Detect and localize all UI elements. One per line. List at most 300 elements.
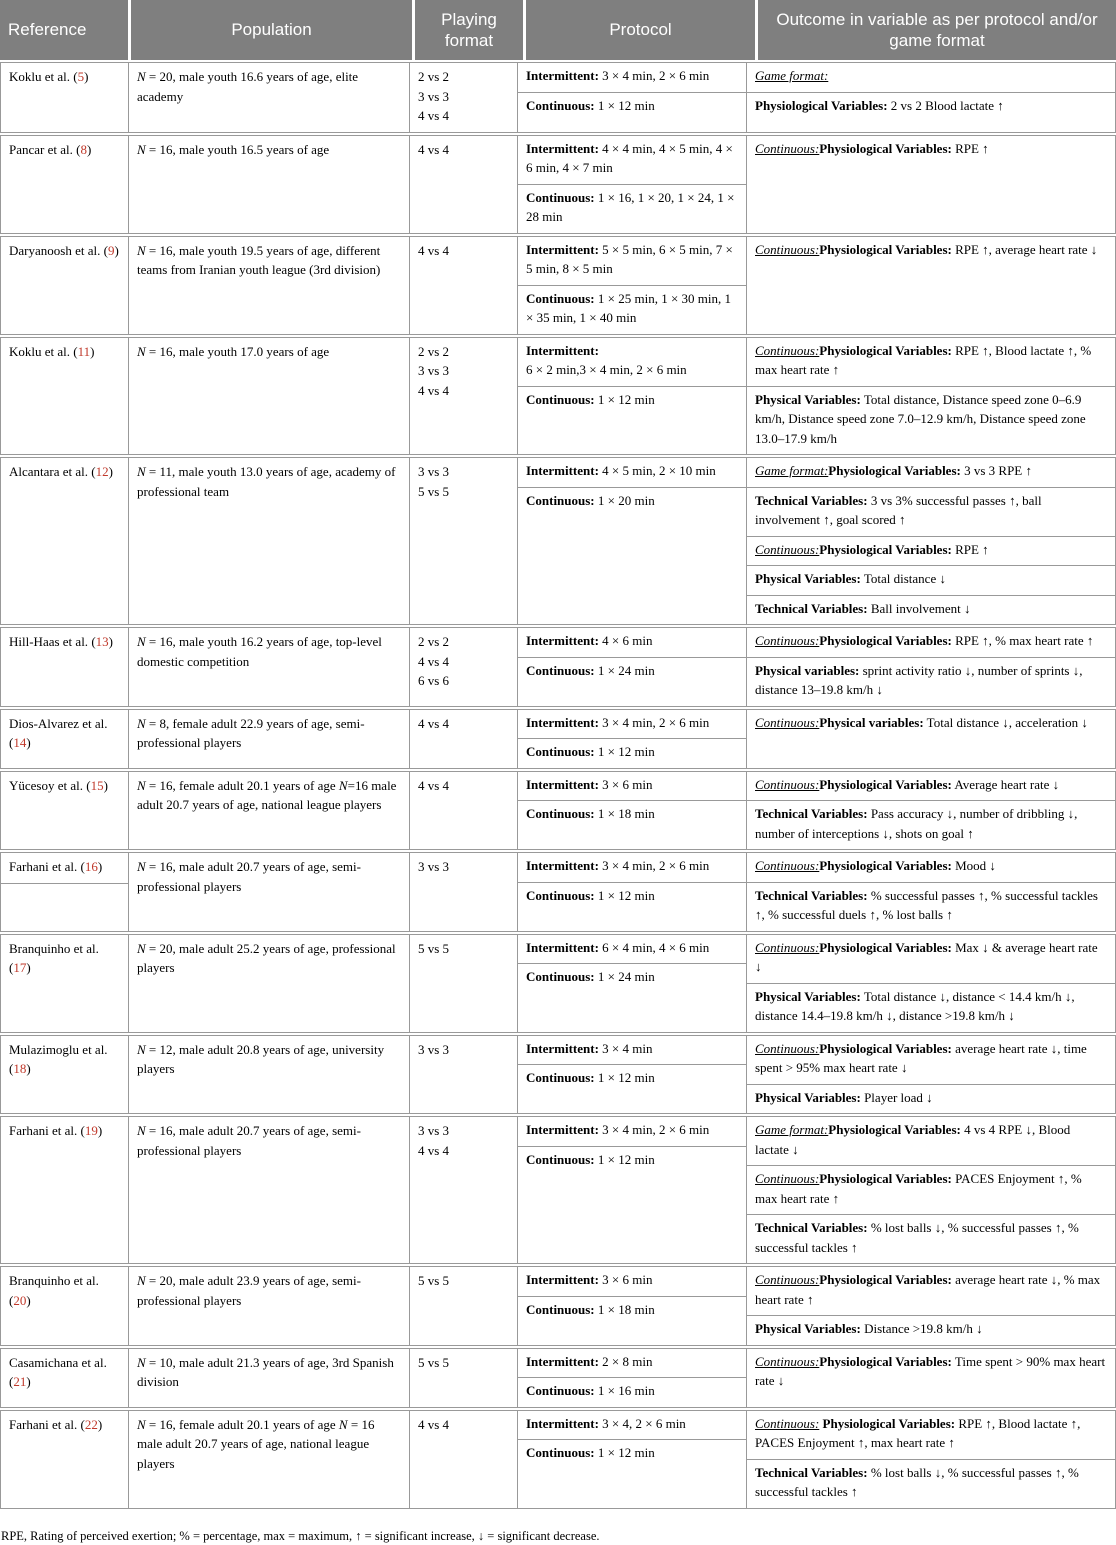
citation-number: 9 xyxy=(108,243,115,258)
playing-format-cell xyxy=(410,1411,518,1508)
variable-label: Physiological Variables: xyxy=(823,1416,956,1431)
outcome-text: Total distance, Distance speed zone 0–6.9 km/h, Distance speed zone 7.0–12.9 km/h, Distance speed zone 13.0–17.9 km/h xyxy=(755,392,1086,446)
table-footnote: RPE, Rating of perceived exertion; % = percentage, max = maximum, ↑ = significant increase, ↓ = significant decrease. xyxy=(0,1527,1116,1545)
study-row xyxy=(0,709,1116,769)
playing-format-cell xyxy=(410,710,518,768)
variable-label: Intermittent: xyxy=(526,242,599,257)
outcome-subcell xyxy=(747,772,1115,801)
outcome-subcell xyxy=(747,1315,1115,1345)
protocol-subcell xyxy=(518,800,746,830)
population-cell: N = 20, male adult 23.9 years of age, semi-professional players xyxy=(129,1267,410,1345)
protocol-text: 1 × 12 min xyxy=(595,1070,655,1085)
population-cell: N = 16, male youth 17.0 years of age xyxy=(129,338,410,455)
variable-label: Continuous: xyxy=(526,1383,595,1398)
playing-format-line: 6 vs 6 xyxy=(418,671,509,691)
protocol-text: 4 × 6 min xyxy=(599,633,653,648)
table-body xyxy=(0,62,1116,1509)
outcome-cell xyxy=(747,237,1115,334)
outcome-subcell xyxy=(747,1165,1115,1214)
outcome-text: 3 vs 3% successful passes ↑, ball involvement ↑, goal scored ↑ xyxy=(755,493,1042,528)
study-row xyxy=(0,236,1116,335)
reference-filler xyxy=(1,1085,128,1114)
population-cell: N = 12, male adult 20.8 years of age, university players xyxy=(129,1036,410,1114)
outcome-cell xyxy=(747,63,1115,132)
playing-format-line: 5 vs 5 xyxy=(418,1271,509,1291)
population-cell: N = 11, male youth 13.0 years of age, academy of professional team xyxy=(129,458,410,624)
protocol-text: 6 × 4 min, 4 × 6 min xyxy=(599,940,709,955)
variable-label: Physical variables: xyxy=(819,715,923,730)
reference-filler xyxy=(1,488,128,625)
protocol-text: 2 × 8 min xyxy=(599,1354,653,1369)
outcome-cell xyxy=(747,1349,1115,1407)
protocol-subcell xyxy=(518,386,746,416)
population-cell: N = 10, male adult 21.3 years of age, 3rd Spanish division xyxy=(129,1349,410,1407)
citation-number: 22 xyxy=(85,1417,98,1432)
protocol-subcell xyxy=(518,772,746,801)
outcome-text: average heart rate ↓, time spent > 95% max heart rate ↓ xyxy=(755,1041,1087,1076)
population-cell: N = 16, male youth 16.5 years of age xyxy=(129,136,410,233)
outcome-text: Max ↓ & average heart rate ↓ xyxy=(755,940,1098,975)
variable-label: Continuous: xyxy=(526,493,595,508)
protocol-cell xyxy=(518,772,747,850)
protocol-text: 4 × 4 min, 4 × 5 min, 4 × 6 min, 4 × 7 min xyxy=(526,141,733,176)
outcome-cell xyxy=(747,338,1115,455)
protocol-text: 1 × 20 min xyxy=(595,493,655,508)
reference-text: Koklu et al. (11) xyxy=(1,338,128,368)
variable-label: Technical Variables: xyxy=(755,1465,868,1480)
protocol-subcell xyxy=(518,853,746,882)
reference-cell xyxy=(1,1411,129,1508)
condition-label: Continuous: xyxy=(755,542,819,557)
outcome-subcell xyxy=(747,1084,1115,1114)
protocol-cell xyxy=(518,935,747,1032)
outcome-text: PACES Enjoyment ↑, % max heart rate ↑ xyxy=(755,1171,1082,1206)
protocol-subcell xyxy=(518,628,746,657)
variable-label: Technical Variables: xyxy=(755,601,868,616)
protocol-subcell xyxy=(518,184,746,233)
condition-label: Continuous: xyxy=(755,1041,819,1056)
outcome-subcell xyxy=(747,882,1115,931)
variable-label: Intermittent: xyxy=(526,1416,599,1431)
outcome-subcell xyxy=(747,536,1115,566)
variable-label: Technical Variables: xyxy=(755,1220,868,1235)
study-row xyxy=(0,627,1116,707)
variable-label: Physiological Variables: xyxy=(819,1354,952,1369)
study-row xyxy=(0,62,1116,133)
reference-filler xyxy=(1,883,128,931)
variable-label: Intermittent: xyxy=(526,633,599,648)
playing-format-line: 4 vs 4 xyxy=(418,1141,509,1161)
citation-number: 16 xyxy=(85,859,98,874)
outcome-subcell xyxy=(747,386,1115,455)
playing-format-line: 4 vs 4 xyxy=(418,106,509,126)
playing-format-line: 5 vs 5 xyxy=(418,939,509,959)
outcome-subcell xyxy=(747,1036,1115,1084)
population-cell: N = 16, male adult 20.7 years of age, semi-professional players xyxy=(129,1117,410,1263)
variable-label: Physical variables: xyxy=(755,663,859,678)
outcome-text: RPE ↑, Blood lactate ↑, % max heart rate ↑ xyxy=(755,343,1091,378)
variable-label: Continuous: xyxy=(526,1302,595,1317)
protocol-cell xyxy=(518,628,747,706)
playing-format-cell xyxy=(410,458,518,624)
citation-number: 17 xyxy=(13,960,26,975)
outcome-subcell xyxy=(747,983,1115,1032)
reference-text: Farhani et al. (16) xyxy=(1,853,128,883)
playing-format-cell xyxy=(410,1349,518,1407)
playing-format-line: 4 vs 4 xyxy=(418,381,509,401)
protocol-subcell xyxy=(518,882,746,912)
protocol-subcell xyxy=(518,1064,746,1094)
outcome-text: Ball involvement ↓ xyxy=(868,601,971,616)
variable-label: Physiological Variables: xyxy=(819,542,952,557)
outcome-subcell xyxy=(747,63,1115,92)
reference-text: Daryanoosh et al. (9) xyxy=(1,237,128,267)
citation-number: 20 xyxy=(13,1293,26,1308)
reference-text: Casamichana et al. (21) xyxy=(1,1349,128,1398)
reference-text: Alcantara et al. (12) xyxy=(1,458,128,488)
protocol-subcell xyxy=(518,1349,746,1378)
column-header-population: Population xyxy=(131,0,412,60)
variable-label: Physical Variables: xyxy=(755,571,861,586)
protocol-text: 1 × 12 min xyxy=(595,392,655,407)
variable-label: Intermittent: xyxy=(526,940,599,955)
protocol-subcell xyxy=(518,657,746,687)
variable-label: Continuous: xyxy=(526,969,595,984)
reference-filler xyxy=(1,367,128,454)
outcome-cell xyxy=(747,853,1115,931)
outcome-text: sprint activity ratio ↓, number of sprints ↓, distance 13–19.8 km/h ↓ xyxy=(755,663,1083,698)
playing-format-cell xyxy=(410,1036,518,1114)
citation-number: 12 xyxy=(96,464,109,479)
protocol-cell xyxy=(518,63,747,132)
reference-text: Pancar et al. (8) xyxy=(1,136,128,166)
protocol-cell xyxy=(518,338,747,455)
reference-text: Branquinho et al. (20) xyxy=(1,1267,128,1316)
column-header-protocol: Protocol xyxy=(526,0,755,60)
reference-text: Yücesoy et al. (15) xyxy=(1,772,128,802)
playing-format-line: 2 vs 2 xyxy=(418,632,509,652)
condition-label: Continuous: xyxy=(755,715,819,730)
protocol-cell xyxy=(518,853,747,931)
citation-number: 18 xyxy=(13,1061,26,1076)
outcome-subcell xyxy=(747,595,1115,625)
playing-format-line: 4 vs 4 xyxy=(418,652,509,672)
outcome-text: % lost balls ↓, % successful passes ↑, % successful tackles ↑ xyxy=(755,1220,1079,1255)
variable-label: Physiological Variables: xyxy=(819,777,952,792)
outcome-cell xyxy=(747,935,1115,1032)
variable-label: Technical Variables: xyxy=(755,806,868,821)
outcome-cell xyxy=(747,628,1115,706)
playing-format-line: 4 vs 4 xyxy=(418,776,509,796)
outcome-text: Mood ↓ xyxy=(952,858,996,873)
outcome-text: Time spent > 90% max heart rate ↓ xyxy=(755,1354,1105,1389)
study-row xyxy=(0,1266,1116,1346)
protocol-text: 5 × 5 min, 6 × 5 min, 7 × 5 min, 8 × 5 min xyxy=(526,242,733,277)
variable-label: Intermittent: xyxy=(526,343,599,358)
outcome-text: Average heart rate ↓ xyxy=(952,777,1059,792)
outcome-text: % lost balls ↓, % successful passes ↑, % successful tackles ↑ xyxy=(755,1465,1079,1500)
variable-label: Physiological Variables: xyxy=(828,463,961,478)
outcome-text: Distance >19.8 km/h ↓ xyxy=(861,1321,983,1336)
protocol-text: 1 × 12 min xyxy=(595,1152,655,1167)
protocol-subcell xyxy=(518,338,746,386)
variable-label: Continuous: xyxy=(526,392,595,407)
citation-number: 21 xyxy=(13,1374,26,1389)
playing-format-cell xyxy=(410,853,518,931)
protocol-text: 1 × 24 min xyxy=(595,969,655,984)
outcome-subcell xyxy=(747,565,1115,595)
study-row xyxy=(0,1116,1116,1264)
protocol-cell xyxy=(518,1036,747,1114)
variable-label: Intermittent: xyxy=(526,1122,599,1137)
condition-label: Continuous: xyxy=(755,1354,819,1369)
playing-format-cell xyxy=(410,136,518,233)
protocol-text: 1 × 25 min, 1 × 30 min, 1 × 35 min, 1 × 40 min xyxy=(526,291,731,326)
protocol-text: 3 × 4 min, 2 × 6 min xyxy=(599,715,709,730)
reference-cell xyxy=(1,628,129,706)
study-row xyxy=(0,771,1116,851)
population-cell: N = 8, female adult 22.9 years of age, semi-professional players xyxy=(129,710,410,768)
outcome-subcell xyxy=(747,1214,1115,1263)
protocol-text: 3 × 6 min xyxy=(599,1272,653,1287)
playing-format-line: 3 vs 3 xyxy=(418,1040,509,1060)
reference-cell xyxy=(1,935,129,1032)
condition-label: Continuous: xyxy=(755,1171,819,1186)
study-row xyxy=(0,1035,1116,1115)
variable-label: Physiological Variables: xyxy=(819,242,952,257)
outcome-text: 4 vs 4 RPE ↓, Blood lactate ↓ xyxy=(755,1122,1070,1157)
outcome-text: 3 vs 3 RPE ↑ xyxy=(961,463,1032,478)
variable-label: Continuous: xyxy=(526,1070,595,1085)
outcome-subcell xyxy=(747,1267,1115,1315)
reference-filler xyxy=(1,93,128,132)
protocol-cell xyxy=(518,1267,747,1345)
reference-cell xyxy=(1,63,129,132)
variable-label: Physiological Variables: xyxy=(828,1122,961,1137)
protocol-subcell xyxy=(518,237,746,285)
protocol-text: 1 × 16 min xyxy=(595,1383,655,1398)
reference-cell xyxy=(1,1267,129,1345)
population-cell: N = 16, male youth 16.2 years of age, top-level domestic competition xyxy=(129,628,410,706)
variable-label: Physiological Variables: xyxy=(819,858,952,873)
outcome-text: RPE ↑, average heart rate ↓ xyxy=(952,242,1097,257)
protocol-subcell xyxy=(518,1036,746,1065)
variable-label: Continuous: xyxy=(526,291,595,306)
playing-format-cell xyxy=(410,237,518,334)
reference-cell xyxy=(1,772,129,850)
study-row xyxy=(0,135,1116,234)
column-header-outcome: Outcome in variable as per protocol and/or game format xyxy=(758,0,1116,60)
reference-filler xyxy=(1,165,128,233)
reference-cell xyxy=(1,237,129,334)
protocol-cell xyxy=(518,1117,747,1263)
variable-label: Intermittent: xyxy=(526,68,599,83)
protocol-subcell xyxy=(518,935,746,964)
protocol-text: 6 × 2 min,3 × 4 min, 2 × 6 min xyxy=(526,362,687,377)
outcome-subcell xyxy=(747,1411,1115,1459)
reference-cell xyxy=(1,710,129,768)
reference-text: Dios-Alvarez et al. (14) xyxy=(1,710,128,759)
outcome-subcell xyxy=(747,338,1115,386)
reference-filler xyxy=(1,1398,128,1407)
population-cell: N = 16, female adult 20.1 years of age N=16 male adult 20.7 years of age, national league players xyxy=(129,772,410,850)
variable-label: Physiological Variables: xyxy=(819,1171,952,1186)
reference-filler xyxy=(1,801,128,849)
outcome-cell xyxy=(747,772,1115,850)
outcome-cell xyxy=(747,710,1115,768)
variable-label: Physical Variables: xyxy=(755,1090,861,1105)
protocol-cell xyxy=(518,136,747,233)
citation-number: 14 xyxy=(13,735,26,750)
playing-format-cell xyxy=(410,1267,518,1345)
reference-filler xyxy=(1,984,128,1032)
protocol-text: 3 × 4, 2 × 6 min xyxy=(599,1416,686,1431)
condition-label: Game format: xyxy=(755,68,828,83)
outcome-subcell xyxy=(747,1117,1115,1165)
outcome-subcell xyxy=(747,1349,1115,1397)
protocol-subcell xyxy=(518,92,746,122)
variable-label: Intermittent: xyxy=(526,1272,599,1287)
outcome-text: Total distance ↓ xyxy=(861,571,946,586)
playing-format-line: 2 vs 2 xyxy=(418,67,509,87)
protocol-text: 1 × 12 min xyxy=(595,98,655,113)
protocol-text: 3 × 4 min, 2 × 6 min xyxy=(599,68,709,83)
protocol-subcell xyxy=(518,1296,746,1326)
variable-label: Continuous: xyxy=(526,888,595,903)
variable-label: Intermittent: xyxy=(526,777,599,792)
playing-format-line: 5 vs 5 xyxy=(418,482,509,502)
variable-label: Intermittent: xyxy=(526,463,599,478)
protocol-cell xyxy=(518,710,747,768)
outcome-text: Total distance ↓, acceleration ↓ xyxy=(924,715,1088,730)
variable-label: Physiological Variables: xyxy=(819,343,952,358)
reference-filler xyxy=(1,1147,128,1264)
protocol-text: 3 × 4 min xyxy=(599,1041,653,1056)
reference-cell xyxy=(1,1349,129,1407)
outcome-subcell xyxy=(747,1459,1115,1508)
variable-label: Physiological Variables: xyxy=(819,940,952,955)
protocol-cell xyxy=(518,458,747,624)
condition-label: Game format: xyxy=(755,463,828,478)
reference-cell xyxy=(1,853,129,931)
reference-filler xyxy=(1,1440,128,1508)
protocol-subcell xyxy=(518,710,746,739)
outcome-subcell xyxy=(747,237,1115,266)
protocol-subcell xyxy=(518,1267,746,1296)
reference-cell xyxy=(1,136,129,233)
variable-label: Physiological Variables: xyxy=(819,1041,952,1056)
reference-filler xyxy=(1,759,128,768)
protocol-subcell xyxy=(518,136,746,184)
protocol-subcell xyxy=(518,458,746,487)
playing-format-line: 3 vs 3 xyxy=(418,857,509,877)
reference-cell xyxy=(1,338,129,455)
variable-label: Continuous: xyxy=(526,98,595,113)
reference-cell xyxy=(1,458,129,624)
condition-label: Continuous: xyxy=(755,777,819,792)
reference-text: Branquinho et al. (17) xyxy=(1,935,128,984)
protocol-subcell xyxy=(518,1117,746,1146)
variable-label: Intermittent: xyxy=(526,141,599,156)
outcome-text: RPE ↑ xyxy=(952,542,989,557)
outcome-subcell xyxy=(747,92,1115,122)
study-row xyxy=(0,934,1116,1033)
protocol-subcell xyxy=(518,285,746,334)
outcome-subcell xyxy=(747,487,1115,536)
outcome-cell xyxy=(747,1036,1115,1114)
outcome-text: % successful passes ↑, % successful tackles ↑, % successful duels ↑, % lost balls ↑ xyxy=(755,888,1098,923)
population-cell: N = 16, male youth 19.5 years of age, different teams from Iranian youth league (3rd division) xyxy=(129,237,410,334)
protocol-subcell xyxy=(518,487,746,517)
condition-label: Continuous: xyxy=(755,633,819,648)
condition-label: Continuous: xyxy=(755,141,819,156)
outcome-subcell xyxy=(747,628,1115,657)
variable-label: Physical Variables: xyxy=(755,989,861,1004)
variable-label: Physical Variables: xyxy=(755,1321,861,1336)
playing-format-line: 4 vs 4 xyxy=(418,241,509,261)
protocol-cell xyxy=(518,237,747,334)
protocol-subcell xyxy=(518,1377,746,1407)
outcome-text: RPE ↑, % max heart rate ↑ xyxy=(952,633,1094,648)
outcome-subcell xyxy=(747,853,1115,882)
playing-format-cell xyxy=(410,63,518,132)
outcome-cell xyxy=(747,1117,1115,1263)
playing-format-line: 3 vs 3 xyxy=(418,1121,509,1141)
protocol-text: 1 × 18 min xyxy=(595,806,655,821)
column-header-playing-format: Playing format xyxy=(415,0,523,60)
protocol-text: 1 × 12 min xyxy=(595,744,655,759)
protocol-cell xyxy=(518,1349,747,1407)
condition-label: Continuous: xyxy=(755,858,819,873)
citation-number: 13 xyxy=(96,634,109,649)
protocol-cell xyxy=(518,1411,747,1508)
variable-label: Continuous: xyxy=(526,1445,595,1460)
protocol-text: 1 × 12 min xyxy=(595,888,655,903)
playing-format-cell xyxy=(410,338,518,455)
outcome-cell xyxy=(747,1411,1115,1508)
study-row xyxy=(0,457,1116,625)
population-cell: N = 16, female adult 20.1 years of age N = 16 male adult 20.7 years of age, national league players xyxy=(129,1411,410,1508)
variable-label: Intermittent: xyxy=(526,858,599,873)
variable-label: Intermittent: xyxy=(526,715,599,730)
outcome-text: RPE ↑, Blood lactate ↑, PACES Enjoyment ↑, max heart rate ↑ xyxy=(755,1416,1080,1451)
reference-cell xyxy=(1,1117,129,1263)
study-row xyxy=(0,337,1116,456)
column-header-reference: Reference xyxy=(0,0,128,60)
citation-number: 11 xyxy=(78,344,91,359)
variable-label: Physiological Variables: xyxy=(819,633,952,648)
reference-filler xyxy=(1,658,128,706)
citation-number: 19 xyxy=(85,1123,98,1138)
outcome-text: average heart rate ↓, % max heart rate ↑ xyxy=(755,1272,1100,1307)
playing-format-cell xyxy=(410,1117,518,1263)
playing-format-line: 4 vs 4 xyxy=(418,714,509,734)
variable-label: Physiological Variables: xyxy=(819,1272,952,1287)
playing-format-line: 3 vs 3 xyxy=(418,462,509,482)
protocol-text: 1 × 18 min xyxy=(595,1302,655,1317)
citation-number: 5 xyxy=(78,69,85,84)
playing-format-cell xyxy=(410,628,518,706)
reference-text: Koklu et al. (5) xyxy=(1,63,128,93)
study-row xyxy=(0,1348,1116,1408)
citation-number: 8 xyxy=(80,142,87,157)
protocol-subcell xyxy=(518,963,746,993)
playing-format-cell xyxy=(410,772,518,850)
protocol-subcell xyxy=(518,1439,746,1469)
variable-label: Intermittent: xyxy=(526,1354,599,1369)
condition-label: Continuous: xyxy=(755,940,819,955)
playing-format-line: 4 vs 4 xyxy=(418,1415,509,1435)
